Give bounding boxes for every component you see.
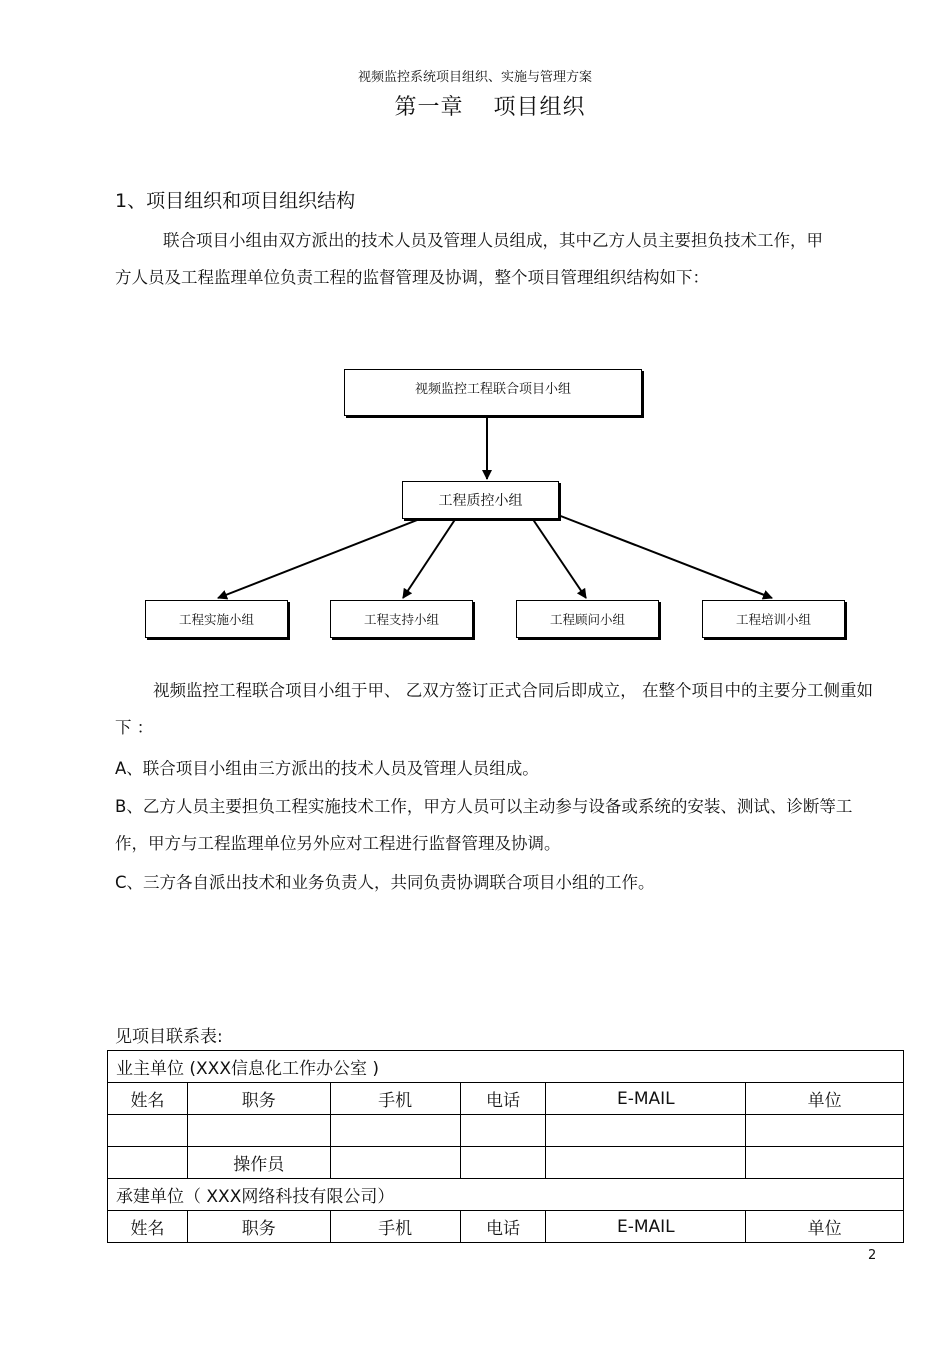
table-cell	[108, 1147, 188, 1179]
org-box-consulting-group: 工程顾问小组	[516, 600, 659, 638]
table-row	[108, 1115, 904, 1147]
column-header: E-MAIL	[546, 1083, 746, 1115]
table-row	[108, 1051, 904, 1083]
section-heading: 1、项目组织和项目组织结构	[115, 190, 356, 212]
contractor-unit-cell: 承建单位（ XXX网络科技有限公司）	[108, 1179, 904, 1211]
org-box-joint-project-group: 视频监控工程联合项目小组	[344, 369, 642, 416]
arrow-mid-to-leaf-1	[218, 515, 430, 598]
division-paragraph: 视频监控工程联合项目小组于甲、 乙双方签订正式合同后即成立， 在整个项目中的主要分工侧重如下 ：	[115, 681, 873, 737]
list-item-c: C、三方各自派出技术和业务负责人，共同负责协调联合项目小组的工作。	[115, 873, 655, 892]
table-cell	[746, 1115, 904, 1147]
intro-paragraph: 联合项目小组由双方派出的技术人员及管理人员组成，其中乙方人员主要担负技术工作，甲方人员及工程监理单位负责工程的监督管理及协调，整个项目管理组织结构如下：	[115, 231, 823, 287]
table-row	[108, 1179, 904, 1211]
org-box-implementation-group: 工程实施小组	[145, 600, 288, 638]
column-header: 手机	[330, 1211, 460, 1243]
list-item-a: A、联合项目小组由三方派出的技术人员及管理人员组成。	[115, 759, 539, 778]
list-item-b: B、乙方人员主要担负工程实施技术工作，甲方人员可以主动参与设备或系统的安装、测试、诊断等工作，甲方与工程监理单位另外应对工程进行监督管理及协调。	[115, 797, 853, 853]
column-header: 单位	[746, 1083, 904, 1115]
column-header: 姓名	[108, 1211, 188, 1243]
table-cell	[108, 1115, 188, 1147]
column-header: E-MAIL	[546, 1211, 746, 1243]
contact-table-caption: 见项目联系表:	[115, 1027, 223, 1047]
arrow-mid-to-leaf-3	[530, 515, 586, 598]
column-header: 职务	[187, 1211, 330, 1243]
table-cell	[460, 1147, 546, 1179]
table-cell	[546, 1115, 746, 1147]
table-cell	[330, 1115, 460, 1147]
table-header-row	[108, 1211, 904, 1243]
table-header-row	[108, 1083, 904, 1115]
table-row	[108, 1147, 904, 1179]
table-cell	[746, 1147, 904, 1179]
column-header: 职务	[187, 1083, 330, 1115]
column-header: 电话	[460, 1083, 546, 1115]
column-header: 单位	[746, 1211, 904, 1243]
org-box-quality-control-group: 工程质控小组	[402, 481, 559, 519]
table-cell	[546, 1147, 746, 1179]
running-header: 视频监控系统项目组织、实施与管理方案	[357, 70, 592, 85]
arrow-mid-to-leaf-4	[558, 515, 772, 598]
column-header: 姓名	[108, 1083, 188, 1115]
table-cell	[187, 1115, 330, 1147]
org-box-training-group: 工程培训小组	[702, 600, 845, 638]
arrow-mid-to-leaf-2	[403, 515, 458, 598]
chapter-name: 项目组织	[493, 95, 586, 120]
table-cell	[460, 1115, 546, 1147]
owner-unit-cell: 业主单位 (XXX信息化工作办公室 )	[108, 1051, 904, 1083]
table-cell	[330, 1147, 460, 1179]
table-cell: 操作员	[187, 1147, 330, 1179]
page-number: 2	[868, 1248, 877, 1263]
column-header: 电话	[460, 1211, 546, 1243]
org-box-support-group: 工程支持小组	[330, 600, 473, 638]
column-header: 手机	[330, 1083, 460, 1115]
contact-table	[107, 1050, 904, 1243]
chapter-number: 第一章	[394, 95, 464, 120]
